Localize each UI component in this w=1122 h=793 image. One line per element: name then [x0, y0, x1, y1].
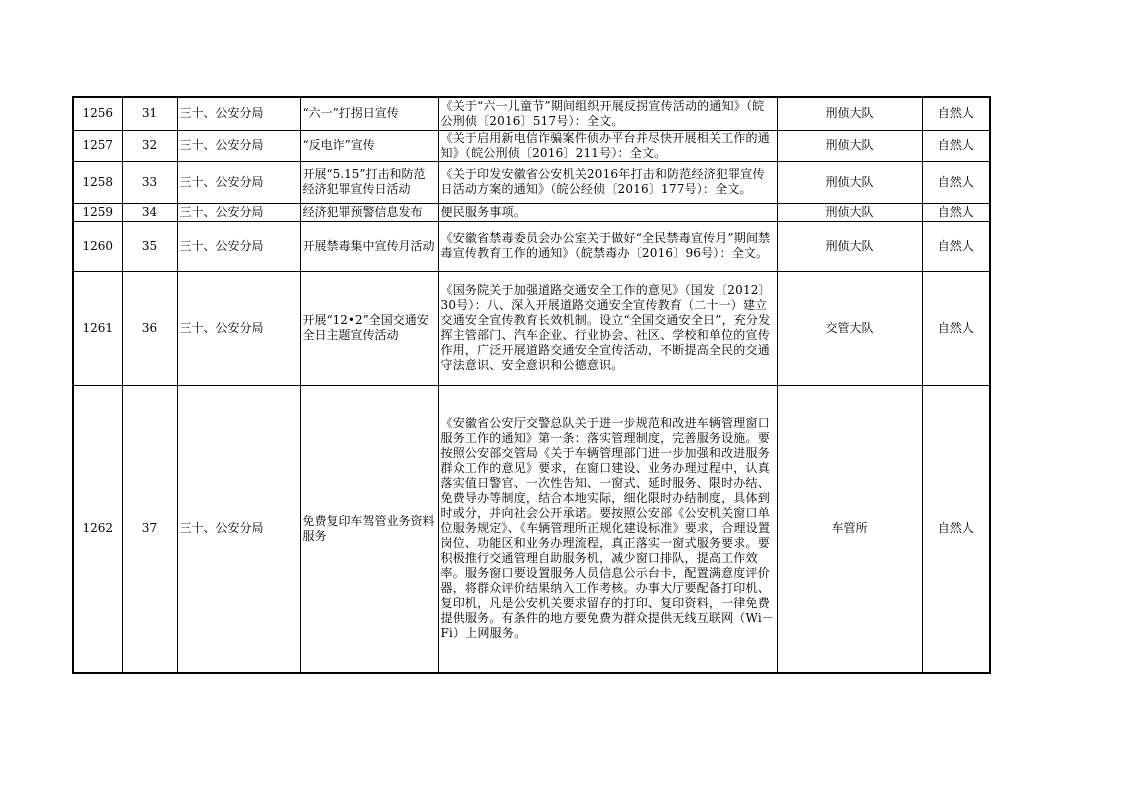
service-object-cell: 自然人: [922, 130, 990, 161]
row-number-cell: 1256: [73, 97, 122, 130]
sub-number-cell: 35: [122, 221, 177, 271]
legal-basis-cell: 便民服务事项。: [438, 203, 777, 221]
service-object-cell: 自然人: [922, 203, 990, 221]
table-row: [73, 97, 990, 130]
responsible-unit-cell: 交管大队: [777, 271, 922, 385]
legal-basis-cell: 《关于印发安徽省公安机关2016年打击和防范经济犯罪宣传日活动方案的通知》（皖公经侦〔2016〕177号）：全文。: [438, 161, 777, 203]
sub-number-cell: 31: [122, 97, 177, 130]
department-cell: 三十、公安分局: [177, 385, 300, 673]
sub-number-cell: 33: [122, 161, 177, 203]
responsible-unit-cell: 刑侦大队: [777, 203, 922, 221]
legal-basis-cell: 《安徽省禁毒委员会办公室关于做好“全民禁毒宣传月”期间禁毒宣传教育工作的通知》（皖禁毒办〔2016〕96号）：全文。: [438, 221, 777, 271]
responsible-unit-cell: 刑侦大队: [777, 130, 922, 161]
item-name-cell: 经济犯罪预警信息发布: [300, 203, 438, 221]
table-row: [73, 385, 990, 673]
service-object-cell: 自然人: [922, 161, 990, 203]
table-row: [73, 221, 990, 271]
table-body: [73, 97, 990, 673]
item-name-cell: “六一”打拐日宣传: [300, 97, 438, 130]
responsible-unit-cell: 刑侦大队: [777, 161, 922, 203]
table-row: [73, 271, 990, 385]
service-object-cell: 自然人: [922, 221, 990, 271]
sub-number-cell: 37: [122, 385, 177, 673]
table-row: [73, 203, 990, 221]
department-cell: 三十、公安分局: [177, 97, 300, 130]
legal-basis-cell: 《关于启用新电信诈骗案件侦办平台并尽快开展相关工作的通知》（皖公刑侦〔2016〕211号）：全文。: [438, 130, 777, 161]
department-cell: 三十、公安分局: [177, 271, 300, 385]
service-object-cell: 自然人: [922, 97, 990, 130]
department-cell: 三十、公安分局: [177, 161, 300, 203]
row-number-cell: 1258: [73, 161, 122, 203]
legal-basis-cell: 《关于“六一儿童节”期间组织开展反拐宣传活动的通知》（皖公刑侦〔2016〕517号）：全文。: [438, 97, 777, 130]
responsible-unit-cell: 刑侦大队: [777, 221, 922, 271]
item-name-cell: 免费复印车驾管业务资料服务: [300, 385, 438, 673]
sub-number-cell: 36: [122, 271, 177, 385]
responsible-unit-cell: 车管所: [777, 385, 922, 673]
legal-basis-cell: 《国务院关于加强道路交通安全工作的意见》（国发〔2012〕30号）：八、深入开展道路交通安全宣传教育（二十一）建立交通安全宣传教育长效机制。设立“全国交通安全日”，充分发挥主管部门、汽车企业、行业协会、社区、学校和单位的宣传作用，广泛开展道路交通安全宣传活动，不断提高全民的交通守法意识、安全意识和公德意识。: [438, 271, 777, 385]
row-number-cell: 1261: [73, 271, 122, 385]
responsible-unit-cell: 刑侦大队: [777, 97, 922, 130]
service-object-cell: 自然人: [922, 385, 990, 673]
department-cell: 三十、公安分局: [177, 221, 300, 271]
row-number-cell: 1257: [73, 130, 122, 161]
item-name-cell: 开展“5.15”打击和防范经济犯罪宣传日活动: [300, 161, 438, 203]
department-cell: 三十、公安分局: [177, 130, 300, 161]
item-name-cell: 开展禁毒集中宣传月活动: [300, 221, 438, 271]
table-row: [73, 161, 990, 203]
sub-number-cell: 32: [122, 130, 177, 161]
legal-basis-cell: 《安徽省公安厅交警总队关于进一步规范和改进车辆管理窗口服务工作的通知》第一条：落实管理制度，完善服务设施。要按照公安部交管局《关于车辆管理部门进一步加强和改进服务群众工作的意见》要求，在窗口建设、业务办理过程中，认真落实值日警官、一次性告知、一窗式、延时服务、限时办结、免费导办等制度，结合本地实际，细化限时办结制度，具体到时或分，并向社会公开承诺。要按照公安部《公安机关窗口单位服务规定》、《车辆管理所正规化建设标准》要求，合理设置岗位、功能区和业务办理流程，真正落实一窗式服务要求。要积极推行交通管理自助服务机，减少窗口排队，提高工作效率。服务窗口要设置服务人员信息公示台卡，配置满意度评价器，将群众评价结果纳入工作考核。办事大厅要配备打印机、复印机，凡是公安机关要求留存的打印、复印资料，一律免费提供服务。有条件的地方要免费为群众提供无线互联网（Wi－Fi）上网服务。: [438, 385, 777, 673]
service-list-table: [72, 96, 991, 674]
row-number-cell: 1260: [73, 221, 122, 271]
row-number-cell: 1262: [73, 385, 122, 673]
row-number-cell: 1259: [73, 203, 122, 221]
department-cell: 三十、公安分局: [177, 203, 300, 221]
sub-number-cell: 34: [122, 203, 177, 221]
item-name-cell: “反电诈”宣传: [300, 130, 438, 161]
service-object-cell: 自然人: [922, 271, 990, 385]
table-row: [73, 130, 990, 161]
item-name-cell: 开展“12•2”全国交通安全日主题宣传活动: [300, 271, 438, 385]
